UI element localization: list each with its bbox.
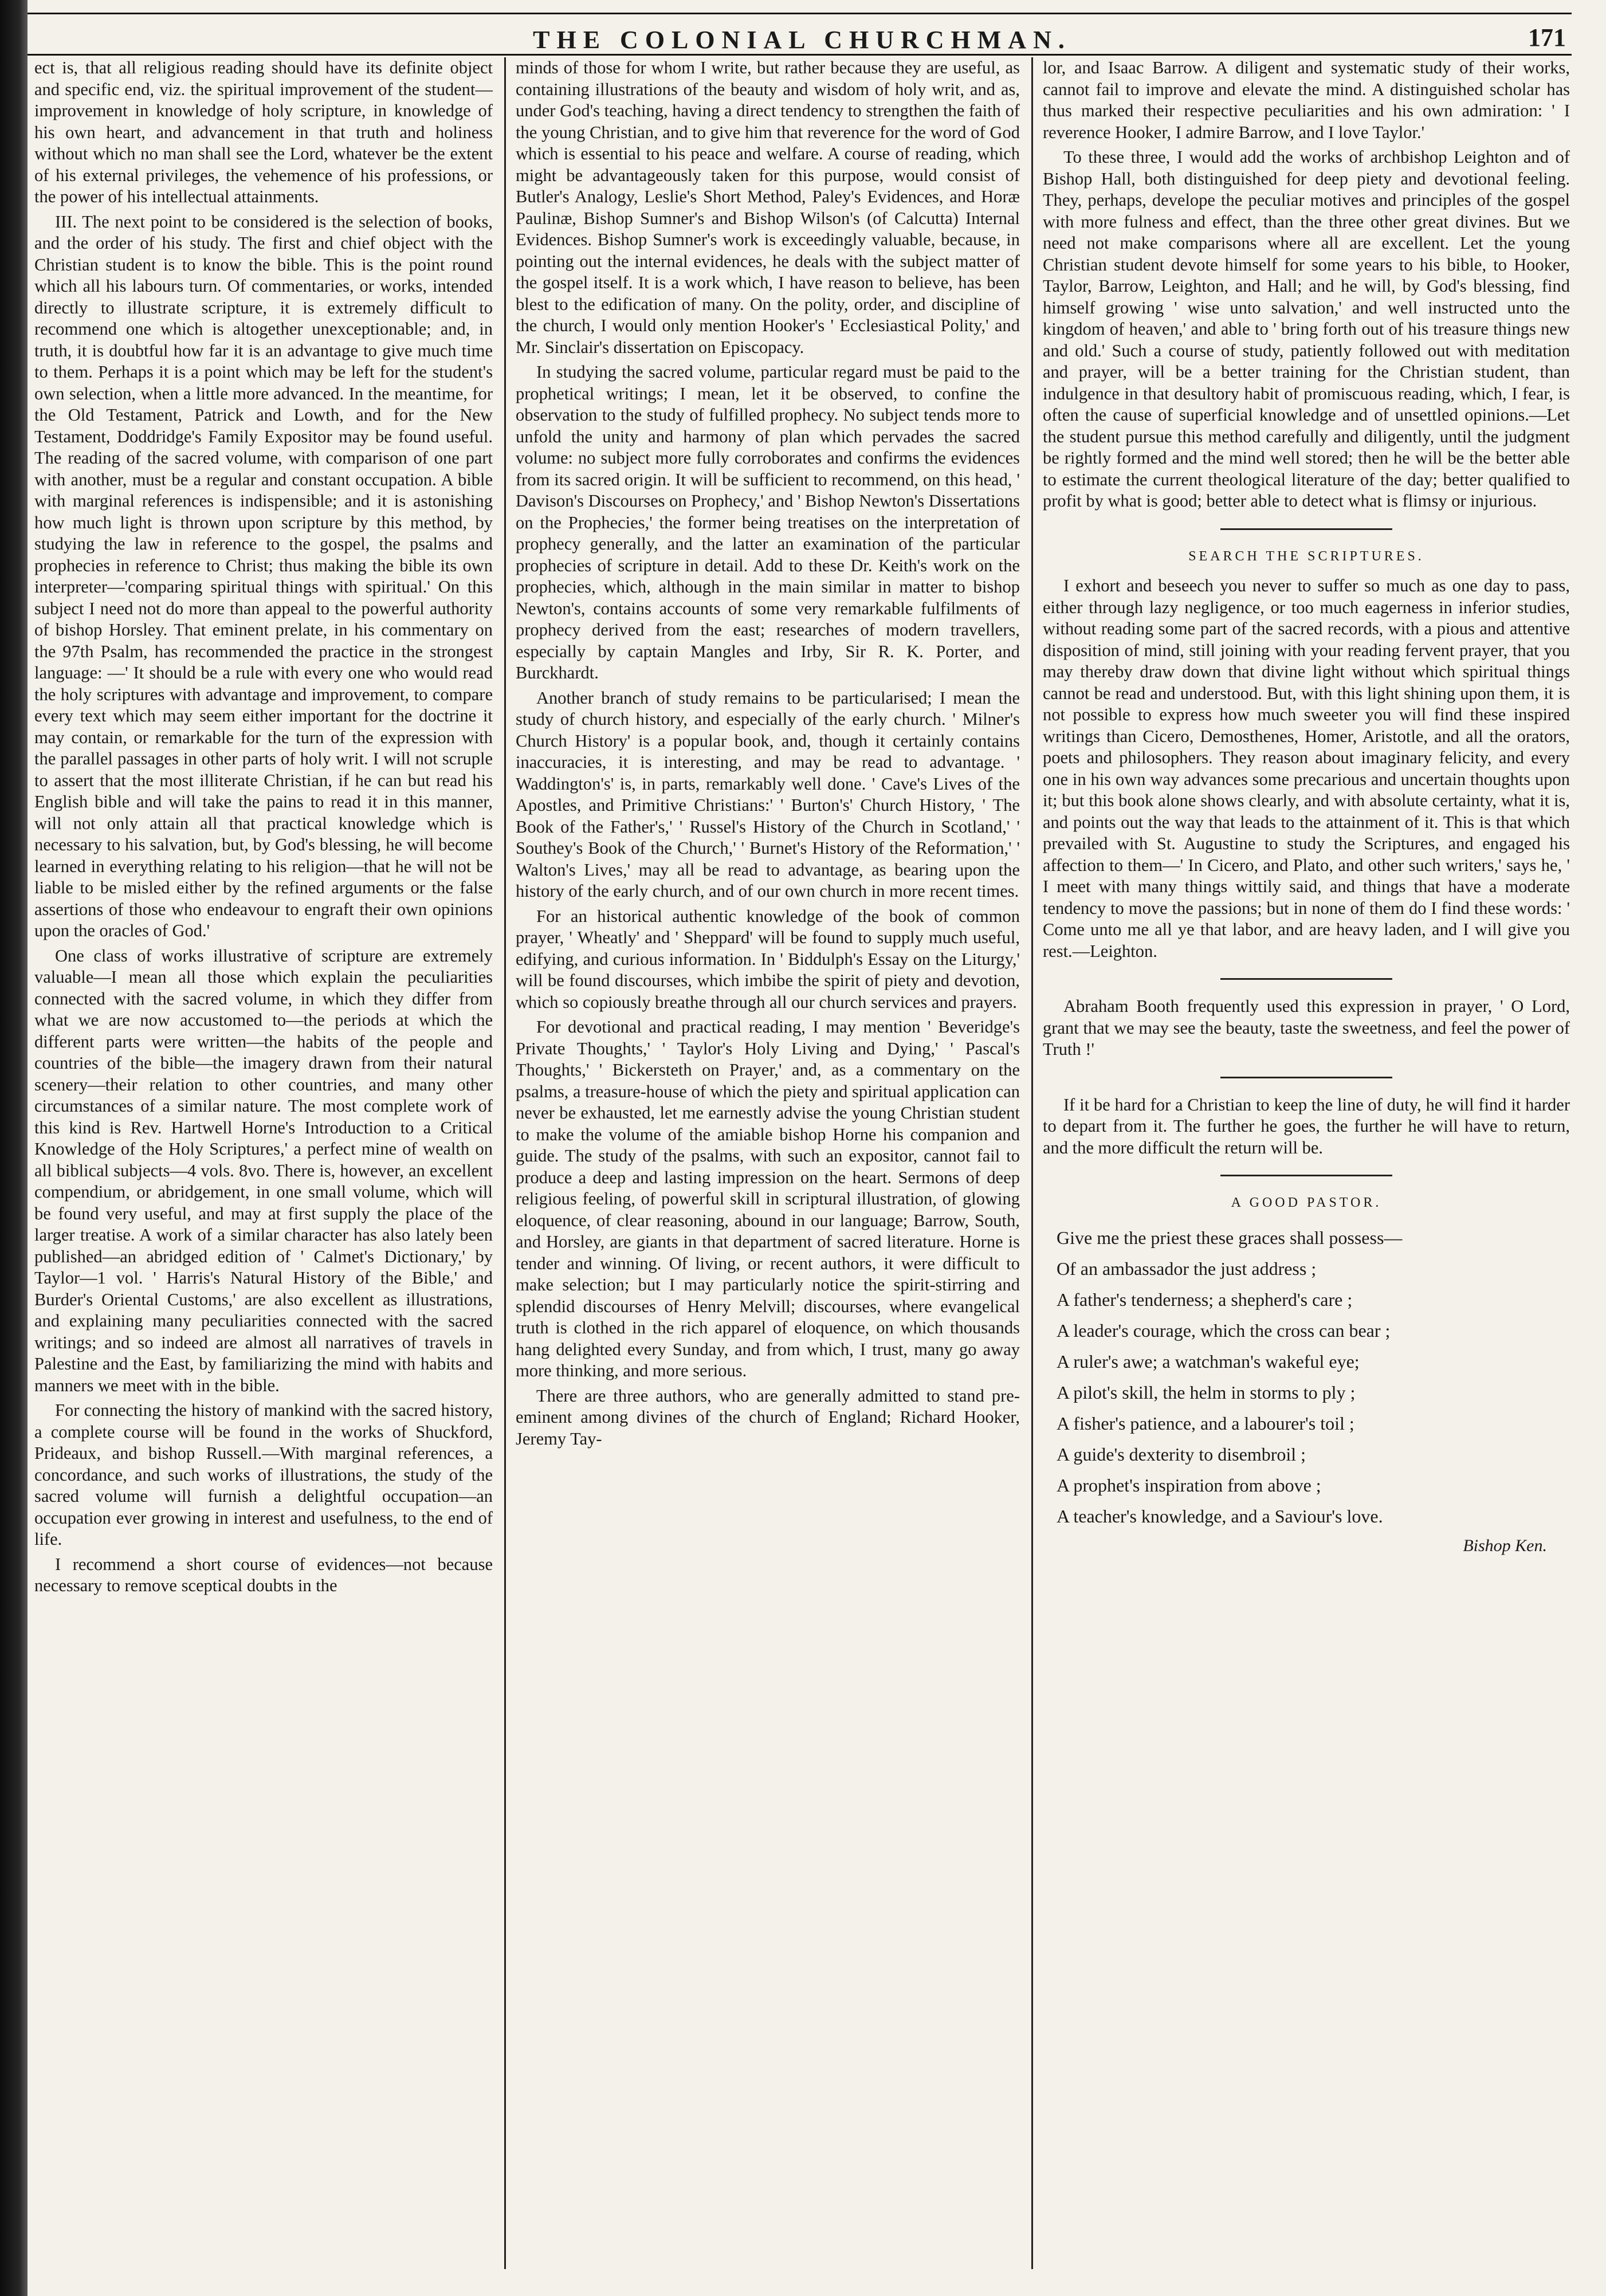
- paragraph: Another branch of study remains to be particularised; I mean the study of church history, and especially of the early church. ' Milner's Church History' is a popular book, and, though it certainly contains inaccuracies, it is interesting, and may be read to advantage. ' Waddington's' is, in parts, remarkably well done. ' Cave's Lives of the Apostles, and Primitive Christians:' ' Burton's' Church History, ' The Book of the Father's,' ' Russel's History of the Church in Scotland,' ' Southey's Book of the Church,' ' Burnet's History of the Reformation,' ' Walton's Lives,' may all be read to advantage, as bearing upon the history of the early church, and of our own church in more recent times.: [516, 688, 1020, 901]
- page-binding-shadow: [0, 0, 28, 2296]
- paragraph: III. The next point to be considered is the selection of books, and the order of his study. The first and chief object with the Christian student is to know the bible. This is the point round which all his labours turn. Of commentaries, or works, intended directly to illustrate scripture, it is extremely difficult to recommend one which is altogether unexceptionable; and, in truth, it is doubtful how far it is an advantage to give much time to them. Perhaps it is a point which may be left for the student's own selection, when a little more advanced. In the meantime, for the Old Testament, Patrick and Lowth, and for the New Testament, Doddridge's Family Expositor may be found useful. The reading of the sacred volume, with comparison of one part with another, must be a regular and constant occupation. A bible with marginal references is indispensible; and it is astonishing how much light is thrown upon scripture by this method, by studying the law in reference to the gospel, the psalms and prophecies in reference to Christ; thus making the bible its own interpreter—'comparing spiritual things with spiritual.' On this subject I need not do more than appeal to the powerful authority of bishop Horsley. That eminent prelate, in his commentary on the 97th Psalm, has recommended the practice in the strongest language: —' It should be a rule with every one who would read the holy scriptures with advantage and improvement, to compare every text which may seem either important for the doctrine it may contain, or remarkable for the turn of the expression with the parallel passages in other parts of holy writ. I will not scruple to assert that the most illiterate Christian, if he can but read his English bible and will take the pains to read it in this manner, will not only attain all that practical knowledge which is necessary to his salvation, but, by God's blessing, he will become learned in everything relating to his religion—that he will not be liable to be misled either by the refined arguments or the false assertions of those who endeavour to engraft their own opinions upon the oracles of God.': [34, 211, 493, 940]
- section-rule: [1220, 978, 1392, 980]
- poem-line: A fisher's patience, and a labourer's toil ;: [1057, 1412, 1354, 1434]
- header-bottom-rule: [28, 54, 1572, 56]
- column-divider: [504, 57, 506, 2269]
- column-1: [34, 57, 493, 2269]
- poem-signature: Bishop Ken.: [1463, 1536, 1547, 1555]
- paragraph: Abraham Booth frequently used this expression in prayer, ' O Lord, grant that we may see the beauty, taste the sweetness, and feel the power of Truth !': [1043, 996, 1570, 1059]
- section-rule: [1220, 528, 1392, 530]
- poem-line: A leader's courage, which the cross can bear ;: [1057, 1320, 1391, 1341]
- poem-line: Give me the priest these graces shall possess—: [1057, 1227, 1403, 1248]
- paragraph: To these three, I would add the works of archbishop Leighton and of Bishop Hall, both distinguished for deep piety and devotional feeling. They, perhaps, develope the peculiar motives and principles of the gospel with more fulness and effect, than the three other great divines. But we need not make comparisons where all are excellent. Let the young Christian student devote himself for some years to his bible, to Hooker, Taylor, Barrow, Leighton, and Hall; and he will, by God's blessing, find himself growing ' wise unto salvation,' and well instructed unto the kingdom of heaven,' and able to ' bring forth out of his treasure things new and old.' Such a course of study, patiently followed out with meditation and prayer, will be a better training for the Christian student, than indulgence in that desultory habit of promiscuous reading, which, I fear, is often the cause of superficial knowledge and of unsettled opinions.—Let the student pursue this method carefully and diligently, until the judgment be rightly formed and the mind well stored; then he will be the better able to estimate the current theological literature of the day; better qualified to profit by what is good; better able to detect what is flimsy or injurious.: [1043, 147, 1570, 511]
- paragraph: I exhort and beseech you never to suffer so much as one day to pass, either through lazy negligence, or too much eagerness in inferior studies, without reading some part of the sacred records, with a pious and attentive disposition of mind, still joining with your reading fervent prayer, that you may thereby draw down that divine light without which spiritual things cannot be read and understood. But, with this light shining upon them, it is not possible to express how much sweeter you will find these inspired writings than Cicero, Demosthenes, Homer, Aristotle, and all the orators, poets and philosophers. They reason about imaginary felicity, and every one in his own way advances some precarious and uncertain thoughts upon it; but this book alone shows clearly, and with absolute certainty, what it is, and points out the way that leads to the attainment of it. This is that which prevailed with St. Augustine to study the Scriptures, and engaged his affection to them—' In Cicero, and Plato, and other such writers,' says he, ' I meet with many things wittily said, and things that have a moderate tendency to move the passions; but in none of them do I find these words: ' Come unto me all ye that labor, and are heavy laden, and I will give you rest.—Leighton.: [1043, 576, 1570, 961]
- section-rule: [1220, 1175, 1392, 1176]
- poem-line: A teacher's knowledge, and a Saviour's love.: [1057, 1505, 1383, 1526]
- paragraph: If it be hard for a Christian to keep the line of duty, he will find it harder to depart from it. The further he goes, the further he will have to return, and the more difficult the return will be.: [1043, 1094, 1570, 1157]
- poem: [1057, 1222, 1570, 1532]
- paragraph: For devotional and practical reading, I may mention ' Beveridge's Private Thoughts,' ' Taylor's Holy Living and Dying,' ' Pascal's Thoughts,' ' Bickersteth on Prayer,' and, as a commentary on the psalms, a treasure-house of which the piety and spiritual application can never be exhausted, let me earnestly advise the young Christian student to make the volume of the amiable bishop Horne his companion and guide. The study of the psalms, with such an expositor, cannot fail to produce a deep and lasting impression on the heart. Sermons of deep religious feeling, of powerful skill in scriptural illustration, of glowing eloquence, of clear reasoning, abound in our language; Barrow, South, and Horsley, are giants in that department of sacred literature. Horne is tender and winning. Of living, or recent authors, it were difficult to make selection; but I may particularly notice the spirit-stirring and splendid discourses of Henry Melvill; discourses, where evangelical truth is clothed in the rich apparel of eloquence, on which thousands hang delighted every Sunday, and from which, I trust, many go away more thinking, and more serious.: [516, 1017, 1020, 1380]
- poem-line: A father's tenderness; a shepherd's care ;: [1057, 1289, 1353, 1310]
- section-title-search-scriptures: SEARCH THE SCRIPTURES.: [1188, 548, 1424, 564]
- paragraph: In studying the sacred volume, particular regard must be paid to the prophetical writings; I mean, let it be observed, to confine the observation to the study of fulfilled prophecy. No subject tends more to unfold the unity and harmony of plan which pervades the sacred volume: no subject more fully corroborates and confirms the evidences from its sacred origin. It will be sufficient to recommend, on this head, ' Davison's Discourses on Prophecy,' and ' Bishop Newton's Dissertations on the Prophecies,' the former being treatises on the interpretation of prophecy generally, and the latter an examination of the particular prophecies of scripture in detail. Add to these Dr. Keith's work on the prophecies, which, although in the main similar in matter to bishop Newton's, contains accounts of some very remarkable fulfilments of prophecy derived from the east; researches of modern travellers, especially by captain Mangles and Irby, Sir R. K. Porter, and Burckhardt.: [516, 362, 1020, 682]
- paragraph: For connecting the history of mankind with the sacred history, a complete course will be found in the works of Shuckford, Prideaux, and bishop Russell.—With marginal references, a concordance, and such works of illustrations, the study of the sacred volume will furnish a delightful occupation—an occupation ever growing in interest and usefulness, to the end of life.: [34, 1400, 493, 1549]
- poem-line: A pilot's skill, the helm in storms to ply ;: [1057, 1381, 1356, 1403]
- paragraph: There are three authors, who are generally admitted to stand pre-eminent among divines of the church of England; Richard Hooker, Jeremy Tay-: [516, 1386, 1020, 1449]
- poem-line: Of an ambassador the just address ;: [1057, 1258, 1317, 1279]
- section-rule: [1220, 1077, 1392, 1078]
- column-3: [1043, 57, 1570, 2269]
- paragraph: lor, and Isaac Barrow. A diligent and systematic study of their works, cannot fail to improve and elevate the mind. A distinguished scholar has thus marked their respective peculiarities and his own admiration: ' I reverence Hooker, I admire Barrow, and I love Taylor.': [1043, 58, 1570, 142]
- page-number: 171: [1528, 23, 1566, 52]
- header-top-rule: [28, 13, 1572, 14]
- section-title-good-pastor: A GOOD PASTOR.: [1231, 1195, 1382, 1210]
- paragraph: One class of works illustrative of scripture are extremely valuable—I mean all those which explain the peculiarities connected with the sacred volume, in which they differ from what we are now accustomed to—the periods at which the different parts were written—the habits of the people and countries of the bible—the imagery drawn from their natural scenery—their relation to other countries, and many other circumstances of a similar nature. The most complete work of this kind is Rev. Hartwell Horne's Introduction to a Critical Knowledge of the Holy Scriptures,' a perfect mine of wealth on all biblical subjects—4 vols. 8vo. There is, however, an excellent compendium, or abridgement, in one small volume, which will be found very useful, and may at first supply the place of the larger treatise. A work of a similar character has also lately been published—an abridged edition of ' Calmet's Dictionary,' by Taylor—1 vol. ' Harris's Natural History of the Bible,' and Burder's Oriental Customs,' are also excellent as illustrations, and explaining many peculiarities connected with the sacred writings; and so indeed are almost all narratives of travels in Palestine and the East, by familiarizing the mind with habits and manners we meet with in the bible.: [34, 945, 493, 1395]
- column-2: [516, 57, 1020, 2269]
- poem-line: A prophet's inspiration from above ;: [1057, 1474, 1321, 1496]
- paragraph: minds of those for whom I write, but rather because they are useful, as containing illustrations of the beauty and wisdom of holy writ, and as, under God's teaching, having a direct tendency to strengthen the faith of the young Christian, and to give him that reverence for the word of God which is essential to his peace and welfare. A course of reading, which might be advantageously taken for this purpose, would consist of Butler's Analogy, Leslie's Short Method, Paley's Evidences, and Horæ Paulinæ, Bishop Sumner's and Bishop Wilson's (of Calcutta) Internal Evidences. Bishop Sumner's work is exceedingly valuable, because, in pointing out the internal evidences, he deals with the subject matter of the gospel itself. It is a work which, I have reason to believe, has been blest to the edification of many. On the polity, order, and discipline of the church, I would only mention Hooker's ' Ecclesiastical Polity,' and Mr. Sinclair's dissertation on Episcopacy.: [516, 58, 1020, 357]
- paragraph: For an historical authentic knowledge of the book of common prayer, ' Wheatly' and ' Sheppard' will be found to supply much useful, edifying, and curious information. In ' Biddulph's Essay on the Liturgy,' will be found discourses, which imbibe the spirit of piety and devotion, which so copiously breathe through all our church services and prayers.: [516, 906, 1020, 1012]
- paragraph: ect is, that all religious reading should have its definite object and specific end, viz. the spiritual improvement of the student—improvement in knowledge of holy scripture, in knowledge of his own heart, and advancement in that truth and holiness without which no man shall see the Lord, whatever be the extent of his external privileges, the vehemence of his professions, or the power of his intellectual attainments.: [34, 58, 493, 206]
- poem-line: A ruler's awe; a watchman's wakeful eye;: [1057, 1351, 1360, 1372]
- masthead: THE COLONIAL CHURCHMAN.: [533, 26, 1071, 54]
- paragraph: I recommend a short course of evidences—not because necessary to remove sceptical doubts in the: [34, 1554, 493, 1595]
- column-divider: [1031, 57, 1033, 2269]
- poem-line: A guide's dexterity to disembroil ;: [1057, 1443, 1306, 1465]
